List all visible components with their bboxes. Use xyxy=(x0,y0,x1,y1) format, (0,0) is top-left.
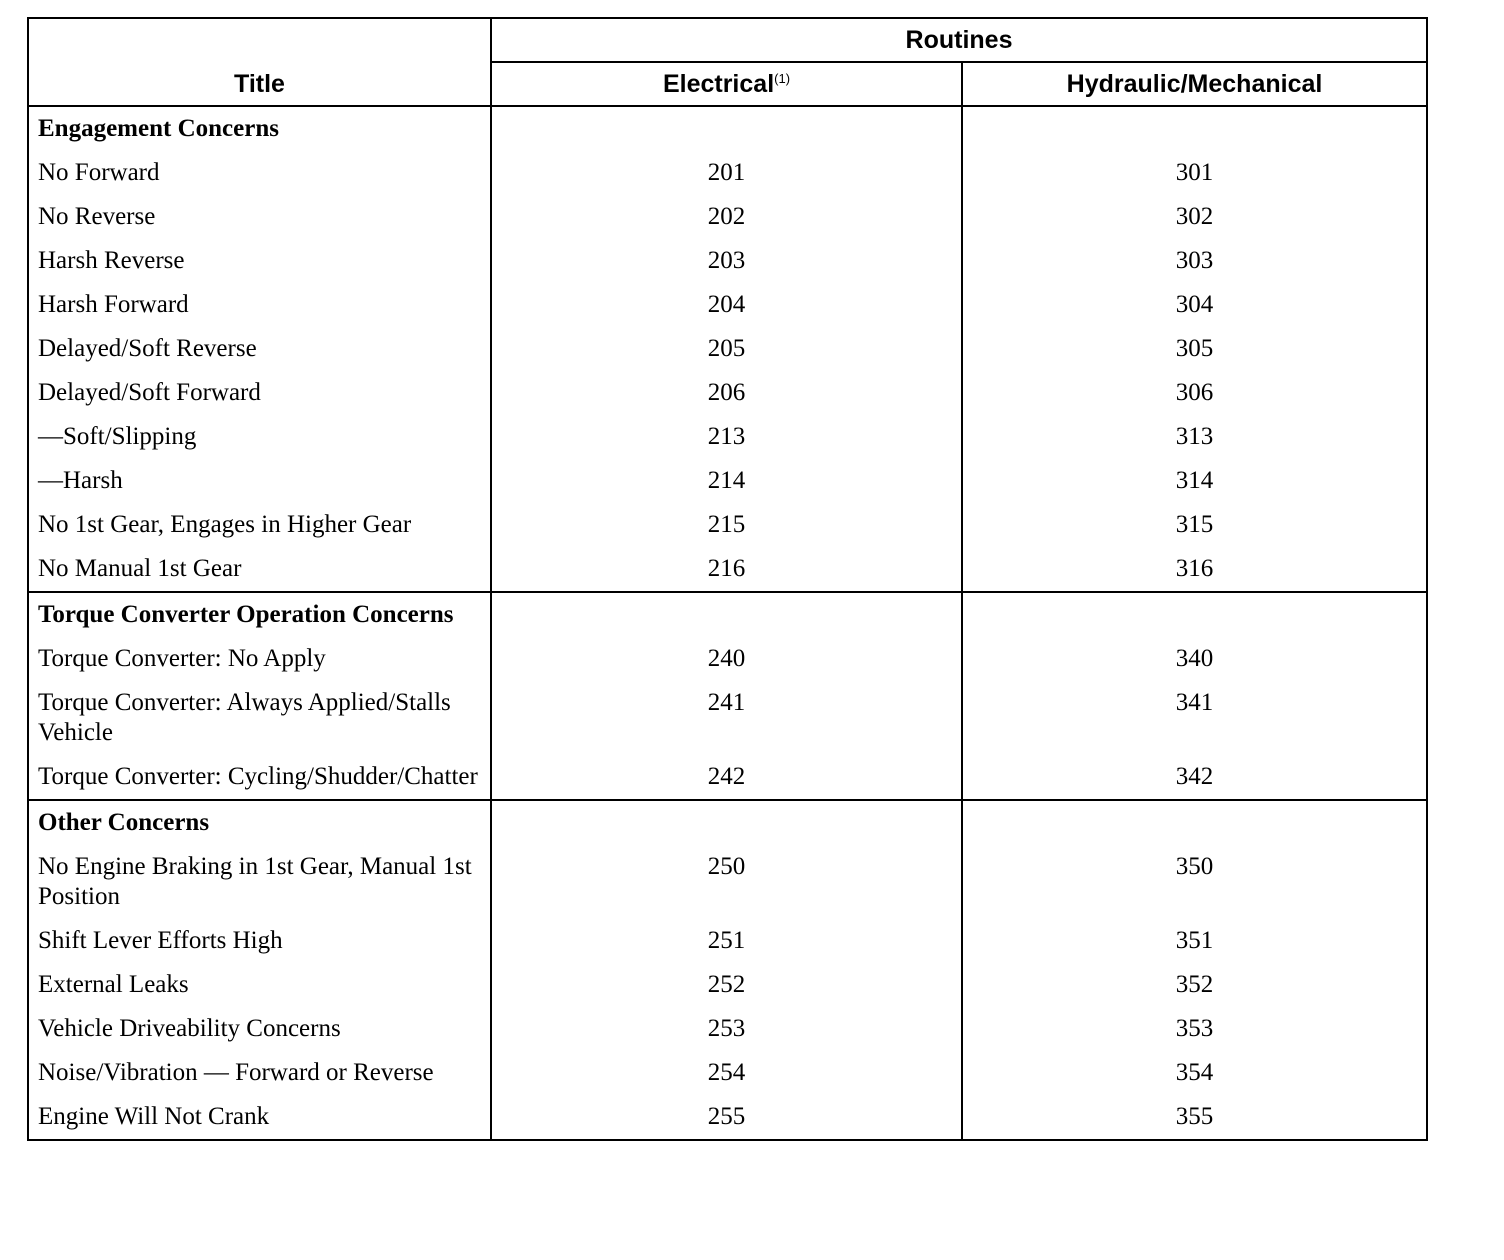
row-title: Delayed/Soft Forward xyxy=(28,371,491,415)
hydraulic-routine: 350 xyxy=(962,845,1427,919)
electrical-routine: 216 xyxy=(491,547,962,592)
row-title: Delayed/Soft Reverse xyxy=(28,327,491,371)
hydraulic-routine: 316 xyxy=(962,547,1427,592)
electrical-routine: 250 xyxy=(491,845,962,919)
row-title: No Engine Braking in 1st Gear, Manual 1st Position xyxy=(28,845,491,919)
electrical-routine: 205 xyxy=(491,327,962,371)
hydraulic-routine: 313 xyxy=(962,415,1427,459)
table-row xyxy=(28,283,1427,327)
electrical-routine: 254 xyxy=(491,1051,962,1095)
hydraulic-routine: 353 xyxy=(962,1007,1427,1051)
electrical-routine: 241 xyxy=(491,681,962,755)
table-row xyxy=(28,963,1427,1007)
hydraulic-routine: 355 xyxy=(962,1095,1427,1140)
section-heading: Engagement Concerns xyxy=(28,106,491,151)
section-torque-converter-concerns xyxy=(28,592,1427,800)
hydraulic-routine: 354 xyxy=(962,1051,1427,1095)
table-row xyxy=(28,547,1427,592)
electrical-routine: 202 xyxy=(491,195,962,239)
hydraulic-routine: 342 xyxy=(962,755,1427,800)
table-row xyxy=(28,503,1427,547)
electrical-routine: 204 xyxy=(491,283,962,327)
section-heading: Other Concerns xyxy=(28,800,491,845)
table-row xyxy=(28,1051,1427,1095)
section-other-concerns xyxy=(28,800,1427,1140)
table-row xyxy=(28,151,1427,195)
row-title: Torque Converter: Cycling/Shudder/Chatter xyxy=(28,755,491,800)
table-row xyxy=(28,919,1427,963)
row-title: Harsh Reverse xyxy=(28,239,491,283)
table-row xyxy=(28,637,1427,681)
hydraulic-routine: 315 xyxy=(962,503,1427,547)
table-row xyxy=(28,1095,1427,1140)
electrical-routine: 240 xyxy=(491,637,962,681)
row-title: —Harsh xyxy=(28,459,491,503)
electrical-routine: 203 xyxy=(491,239,962,283)
hydraulic-routine: 301 xyxy=(962,151,1427,195)
hydraulic-routine: 341 xyxy=(962,681,1427,755)
table-row xyxy=(28,1007,1427,1051)
row-title: No Forward xyxy=(28,151,491,195)
electrical-routine: 242 xyxy=(491,755,962,800)
row-title: Harsh Forward xyxy=(28,283,491,327)
electrical-routine: 215 xyxy=(491,503,962,547)
row-title: External Leaks xyxy=(28,963,491,1007)
electrical-column-header xyxy=(491,62,962,106)
table-row xyxy=(28,681,1427,755)
footnote-marker: (1) xyxy=(774,70,791,86)
row-title: Torque Converter: Always Applied/Stalls Vehicle xyxy=(28,681,491,755)
hydraulic-column-header: Hydraulic/Mechanical xyxy=(962,62,1427,106)
table-row xyxy=(28,755,1427,800)
row-title: No Reverse xyxy=(28,195,491,239)
section-heading: Torque Converter Operation Concerns xyxy=(28,592,491,637)
title-column-header: Title xyxy=(28,18,491,106)
routines-header: Routines xyxy=(491,18,1427,62)
electrical-routine: 214 xyxy=(491,459,962,503)
hydraulic-routine: 305 xyxy=(962,327,1427,371)
hydraulic-routine: 303 xyxy=(962,239,1427,283)
hydraulic-routine: 351 xyxy=(962,919,1427,963)
electrical-routine: 252 xyxy=(491,963,962,1007)
hydraulic-routine: 352 xyxy=(962,963,1427,1007)
row-title: —Soft/Slipping xyxy=(28,415,491,459)
electrical-routine: 251 xyxy=(491,919,962,963)
table-row xyxy=(28,239,1427,283)
table-row xyxy=(28,195,1427,239)
row-title: Vehicle Driveability Concerns xyxy=(28,1007,491,1051)
table-row xyxy=(28,459,1427,503)
hydraulic-routine: 314 xyxy=(962,459,1427,503)
row-title: Noise/Vibration — Forward or Reverse xyxy=(28,1051,491,1095)
table-row xyxy=(28,415,1427,459)
routines-table xyxy=(27,17,1428,1141)
electrical-routine: 201 xyxy=(491,151,962,195)
hydraulic-routine: 340 xyxy=(962,637,1427,681)
section-heading-row xyxy=(28,592,1427,637)
section-engagement-concerns xyxy=(28,106,1427,592)
electrical-routine: 253 xyxy=(491,1007,962,1051)
row-title: Engine Will Not Crank xyxy=(28,1095,491,1140)
row-title: No Manual 1st Gear xyxy=(28,547,491,592)
electrical-routine: 213 xyxy=(491,415,962,459)
section-heading-row xyxy=(28,800,1427,845)
hydraulic-routine: 302 xyxy=(962,195,1427,239)
electrical-routine: 255 xyxy=(491,1095,962,1140)
hydraulic-routine: 304 xyxy=(962,283,1427,327)
table-row xyxy=(28,371,1427,415)
table-header xyxy=(28,18,1427,106)
table-row xyxy=(28,845,1427,919)
row-title: Torque Converter: No Apply xyxy=(28,637,491,681)
table-row xyxy=(28,327,1427,371)
row-title: Shift Lever Efforts High xyxy=(28,919,491,963)
electrical-routine: 206 xyxy=(491,371,962,415)
section-heading-row xyxy=(28,106,1427,151)
hydraulic-routine: 306 xyxy=(962,371,1427,415)
row-title: No 1st Gear, Engages in Higher Gear xyxy=(28,503,491,547)
electrical-header-label: Electrical xyxy=(662,69,775,98)
